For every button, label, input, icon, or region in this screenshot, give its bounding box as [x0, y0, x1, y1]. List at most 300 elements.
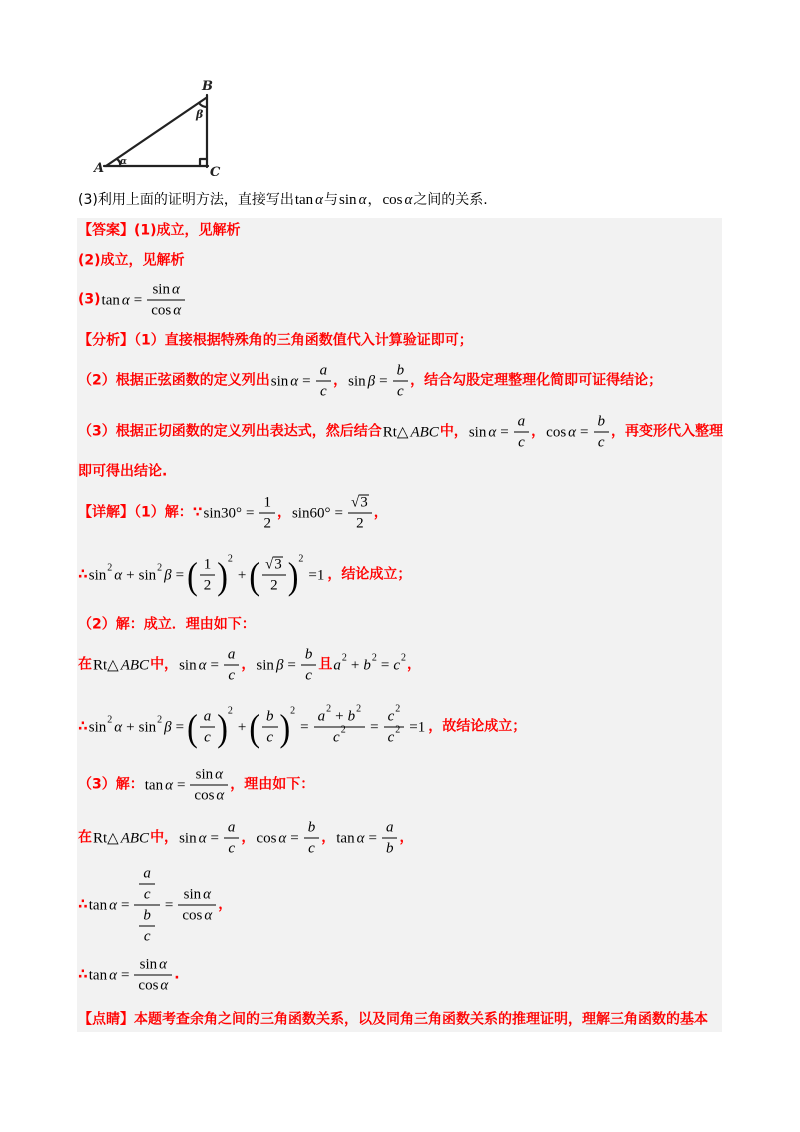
fraction-numerator	[262, 708, 278, 728]
side-ab	[106, 98, 206, 166]
fraction-numerator	[134, 956, 172, 976]
fraction-numerator	[384, 703, 405, 728]
math-text: =	[500, 424, 509, 440]
vertex-label-c: C	[210, 165, 221, 180]
math-text: cos	[151, 302, 172, 319]
math-variable: ABC	[120, 830, 150, 846]
math-variable: β	[164, 719, 172, 735]
math-variable: α	[356, 830, 365, 846]
math-variable: α	[315, 192, 324, 208]
analysis-line-3	[78, 413, 723, 452]
math-variable: β	[164, 567, 172, 583]
math-fraction	[384, 703, 405, 747]
math-text: sin60°	[291, 505, 331, 521]
math-variable: a	[317, 708, 326, 725]
math-variable: a	[319, 362, 328, 379]
right-paren: )	[217, 705, 228, 749]
math-variable: b	[266, 708, 274, 725]
fraction-numerator	[382, 819, 398, 839]
fraction-numerator	[514, 413, 530, 433]
math-variable: a	[227, 819, 236, 836]
math-fraction	[393, 362, 409, 401]
math-text: sin	[138, 719, 157, 735]
math-variable: c	[228, 840, 235, 857]
fraction-denominator	[301, 666, 317, 685]
answer-text: 【分析】（1）直接根据特殊角的三角函数值代入计算验证即可；	[78, 332, 473, 349]
fraction-numerator	[200, 556, 216, 576]
math-text: =	[580, 424, 589, 440]
detail-line-5	[78, 703, 527, 749]
math-text: cos	[546, 424, 567, 440]
math-text: =	[210, 657, 219, 673]
answer-text: （2）解：成立．理由如下：	[78, 616, 256, 633]
math-variable: α	[121, 292, 130, 308]
math-text: =1	[308, 567, 325, 583]
right-paren: )	[287, 553, 299, 597]
math-text: tan	[336, 830, 355, 846]
answer-text: ∴	[78, 896, 88, 913]
math-variable: b	[143, 907, 151, 924]
math-variable: α	[290, 373, 299, 389]
math-fraction	[134, 956, 172, 995]
math-text: =	[176, 777, 186, 793]
analysis-line-4	[78, 464, 167, 481]
math-text: +	[335, 708, 344, 725]
math-text: =	[246, 505, 255, 521]
math-text: tan	[144, 777, 164, 793]
math-text: =	[120, 897, 130, 913]
fraction-numerator	[262, 556, 286, 576]
answer-text: ，	[399, 829, 414, 846]
math-text: 1	[263, 494, 271, 511]
math-superscript: 2	[227, 705, 233, 716]
math-superscript: 2	[356, 703, 362, 715]
math-fraction	[134, 865, 160, 946]
answer-text: （2）根据正弦函数的定义列出	[78, 372, 270, 389]
math-text: +	[126, 719, 135, 735]
math-variable: α	[114, 719, 123, 735]
math-variable: c	[266, 729, 274, 746]
vertex-label-b: B	[202, 79, 213, 94]
fraction-denominator	[304, 839, 320, 858]
math-superscript: 2	[227, 553, 233, 564]
math-superscript: 2	[107, 714, 113, 725]
fraction-numerator	[190, 766, 228, 786]
right-triangle-figure	[90, 75, 230, 185]
math-variable: c	[143, 928, 151, 945]
math-text: +	[350, 657, 360, 673]
fraction-denominator	[348, 514, 372, 533]
math-text: sin	[195, 766, 214, 783]
detail-line-9	[78, 956, 180, 995]
radical-sign: √	[265, 556, 274, 573]
math-text: cos	[382, 192, 403, 208]
math-text: =	[175, 567, 185, 583]
math-fraction	[314, 703, 365, 747]
math-text: sin	[183, 886, 202, 903]
answer-text: ∴	[78, 718, 88, 735]
math-text: sin	[179, 830, 197, 846]
math-variable: b	[385, 840, 394, 857]
fraction-denominator	[393, 382, 409, 401]
math-text: =	[370, 719, 379, 735]
fraction-denominator	[139, 927, 155, 946]
analysis-line-2	[78, 362, 662, 401]
fraction-numerator	[316, 362, 332, 382]
math-fraction	[178, 886, 216, 925]
fraction-denominator	[134, 906, 160, 946]
fraction-denominator	[134, 976, 172, 995]
answer-text: （3）根据正切函数的定义列出表达式，然后结合	[78, 423, 382, 440]
math-fraction	[224, 819, 240, 858]
fraction-numerator	[594, 413, 610, 433]
math-text: sin	[138, 567, 157, 583]
angle-beta-arc	[199, 103, 207, 107]
answer-text: ，理由如下：	[230, 776, 315, 793]
fraction-numerator	[139, 865, 155, 885]
math-superscript: 2	[298, 553, 304, 564]
answer-text: ，	[373, 504, 388, 521]
math-variable: ABC	[120, 657, 150, 673]
question-text: ，	[367, 191, 382, 208]
detail-line-7	[78, 819, 413, 858]
answer-text: 中，	[439, 423, 468, 440]
math-text: tan	[294, 192, 314, 208]
math-superscript: 2	[401, 652, 406, 663]
math-text: 2	[263, 515, 271, 532]
answer-line-1	[78, 223, 241, 240]
fraction-denominator	[178, 906, 216, 925]
fraction-numerator	[178, 886, 216, 906]
fraction-denominator	[224, 839, 240, 858]
math-variable: α	[404, 192, 413, 208]
math-variable: α	[159, 956, 168, 973]
math-variable: c	[320, 383, 327, 400]
math-variable: a	[517, 413, 526, 430]
math-text: sin	[88, 719, 107, 735]
math-superscript: 2	[340, 724, 346, 736]
math-superscript: 2	[107, 562, 113, 573]
math-fraction	[316, 362, 332, 401]
math-superscript: 2	[371, 652, 377, 663]
fraction-denominator	[200, 576, 216, 595]
answer-line-3	[78, 281, 187, 320]
math-fraction	[200, 556, 216, 595]
math-variable: c	[228, 667, 235, 684]
math-text: =	[379, 373, 388, 389]
left-paren: (	[249, 553, 261, 597]
math-variable: b	[597, 413, 606, 430]
radicand: 3	[274, 556, 282, 573]
answer-text: ，	[241, 829, 256, 846]
math-text: sin	[152, 281, 170, 298]
fraction-numerator	[200, 708, 216, 728]
math-text: sin	[179, 657, 197, 673]
math-text: =	[290, 830, 299, 846]
fraction-denominator	[259, 514, 275, 533]
answer-text: 【详解】（1）解：∵	[78, 504, 203, 521]
math-variable: b	[347, 708, 356, 725]
math-variable: b	[396, 362, 405, 379]
math-text: =1	[409, 719, 426, 735]
math-text: sin30°	[203, 505, 242, 521]
detail-line-6	[78, 766, 314, 805]
math-variable: α	[215, 766, 224, 783]
math-fraction	[200, 708, 216, 747]
angle-label-alpha: α	[120, 157, 127, 167]
fraction-numerator	[224, 819, 240, 839]
math-fraction	[224, 646, 240, 685]
fraction-numerator	[301, 646, 317, 666]
math-text: tan	[101, 292, 120, 308]
math-variable: c	[396, 383, 404, 400]
fraction-denominator	[316, 382, 332, 401]
math-text: 2	[356, 515, 364, 532]
answer-text: 在	[78, 829, 92, 846]
answer-text: 即可得出结论.	[78, 463, 168, 480]
fraction-denominator	[200, 728, 216, 747]
answer-text: 【答案】(1)成立，见解析	[78, 222, 241, 239]
fraction-denominator	[147, 301, 185, 320]
answer-text: 且	[318, 656, 333, 673]
answer-text: .	[174, 966, 180, 983]
math-text: Rt△	[93, 657, 119, 673]
math-text: cos	[194, 787, 215, 804]
math-variable: b	[307, 819, 316, 836]
math-text: sin	[468, 424, 487, 440]
math-superscript: 2	[157, 562, 163, 573]
math-fraction	[262, 556, 286, 595]
fraction-numerator	[348, 494, 372, 514]
math-text: =	[120, 967, 130, 983]
math-superscript: 2	[326, 703, 332, 715]
math-text: 2	[270, 577, 278, 594]
vertex-label-a: A	[94, 161, 105, 176]
fraction-numerator	[314, 703, 365, 728]
fraction-numerator	[393, 362, 409, 382]
math-text: =	[380, 657, 390, 673]
math-text: Rt△	[93, 830, 119, 846]
math-variable: α	[198, 830, 207, 846]
answer-text: 中，	[150, 829, 179, 846]
answer-text: ，	[218, 896, 233, 913]
math-fraction	[147, 281, 185, 320]
math-variable: α	[358, 192, 367, 208]
answer-text: ，结合勾股定理整理化简即可证得结论；	[410, 372, 663, 389]
answer-text: 在	[78, 656, 92, 673]
radical-sign: √	[350, 494, 360, 511]
math-fraction	[139, 907, 155, 946]
math-text: =	[287, 657, 296, 673]
answer-line-2	[78, 253, 185, 270]
right-paren: )	[279, 705, 291, 749]
question-part-3	[78, 191, 488, 209]
math-variable: α	[165, 777, 173, 793]
math-variable: α	[198, 657, 207, 673]
math-variable: c	[143, 886, 151, 903]
math-variable: c	[204, 729, 211, 746]
left-paren: (	[187, 553, 198, 597]
fraction-numerator	[259, 494, 275, 514]
math-variable: c	[305, 667, 312, 684]
math-fraction	[514, 413, 530, 452]
fraction-numerator	[304, 819, 320, 839]
math-variable: α	[488, 424, 497, 440]
math-text: cos	[138, 977, 159, 994]
fraction-denominator	[594, 433, 610, 452]
math-fraction	[304, 819, 320, 858]
math-superscript: 2	[395, 703, 401, 715]
math-variable: α	[114, 567, 123, 583]
math-variable: a	[143, 865, 151, 882]
math-variable: α	[216, 787, 225, 804]
math-variable: a	[385, 819, 394, 836]
math-variable: a	[333, 657, 341, 673]
right-paren: )	[217, 553, 228, 597]
math-text: =	[300, 719, 309, 735]
answer-text: 中，	[150, 656, 179, 673]
math-superscript: 2	[290, 705, 296, 716]
comment-line-1	[78, 1012, 708, 1029]
math-variable: α	[204, 907, 213, 924]
math-text: =	[164, 897, 174, 913]
fraction-denominator	[262, 576, 286, 595]
answer-text: (3)	[78, 291, 101, 308]
math-fraction	[190, 766, 228, 805]
math-text: =	[175, 719, 185, 735]
answer-text: ，结论成立；	[327, 566, 412, 583]
math-fraction	[382, 819, 398, 858]
math-variable: c	[333, 729, 340, 746]
math-text: +	[126, 567, 135, 583]
math-superscript: 2	[157, 714, 163, 725]
fraction-denominator	[262, 728, 278, 747]
math-text: cos	[256, 830, 277, 846]
math-fraction	[594, 413, 610, 452]
math-variable: b	[304, 646, 313, 663]
math-text: =	[368, 830, 377, 846]
math-variable: c	[387, 708, 395, 725]
math-variable: β	[367, 373, 376, 389]
math-text: =	[210, 830, 219, 846]
math-text: =	[133, 292, 143, 308]
math-text: cos	[182, 907, 203, 924]
math-superscript: 2	[395, 724, 401, 736]
fraction-denominator	[224, 666, 240, 685]
math-variable: α	[568, 424, 577, 440]
math-text: sin	[256, 657, 274, 673]
math-text: 1	[203, 556, 212, 573]
detail-line-8	[78, 865, 232, 946]
math-variable: c	[387, 729, 395, 746]
left-paren: (	[249, 705, 261, 749]
detail-line-3	[78, 617, 256, 634]
math-variable: ABC	[410, 424, 439, 440]
math-variable: α	[203, 886, 212, 903]
math-variable: α	[278, 830, 287, 846]
math-text: +	[237, 719, 247, 735]
math-text: =	[302, 373, 311, 389]
math-variable: b	[363, 657, 371, 673]
math-text: +	[237, 567, 247, 583]
answer-text: (2)成立，见解析	[78, 252, 185, 269]
math-variable: α	[160, 977, 169, 994]
fraction-denominator	[382, 839, 398, 858]
math-variable: c	[393, 657, 400, 673]
math-text: tan	[88, 967, 108, 983]
answer-text: ，故结论成立；	[428, 718, 527, 735]
math-text: 2	[203, 577, 212, 594]
fraction-denominator	[139, 885, 155, 904]
answer-text: （3）解：	[78, 776, 144, 793]
fraction-denominator	[190, 786, 228, 805]
answer-text: ，	[321, 829, 336, 846]
math-variable: c	[597, 434, 605, 451]
math-variable: α	[171, 281, 180, 298]
math-variable: c	[308, 840, 315, 857]
radicand: 3	[360, 494, 368, 511]
analysis-line-1	[78, 333, 473, 350]
math-text: Rt△	[382, 424, 409, 440]
math-text: sin	[270, 373, 289, 389]
math-fraction	[262, 708, 278, 747]
question-text: (3)利用上面的证明方法，直接写出	[78, 191, 294, 208]
angle-label-beta: β	[196, 108, 204, 121]
question-text: 与	[324, 191, 339, 208]
math-variable: α	[109, 897, 117, 913]
math-text: sin	[339, 192, 357, 208]
math-text: sin	[348, 373, 366, 389]
fraction-denominator	[514, 433, 530, 452]
answer-text: ，	[276, 504, 291, 521]
question-text: 之间的关系.	[413, 191, 488, 208]
answer-text: ，再变形代入整理	[611, 423, 724, 440]
math-fraction	[139, 865, 155, 904]
answer-text: ，	[241, 656, 256, 673]
answer-text: ∴	[78, 566, 88, 583]
math-text: sin	[139, 956, 158, 973]
fraction-denominator	[384, 724, 405, 747]
fraction-numerator	[139, 907, 155, 927]
math-variable: α	[173, 302, 182, 319]
answer-text: ，	[407, 656, 421, 673]
detail-line-1	[78, 494, 388, 533]
math-text: sin	[88, 567, 107, 583]
math-text: tan	[88, 897, 108, 913]
answer-text: ∴	[78, 966, 88, 983]
math-fraction	[259, 494, 275, 533]
math-variable: β	[275, 657, 284, 673]
answer-text: ，	[333, 372, 348, 389]
math-text: =	[334, 505, 343, 521]
fraction-numerator	[224, 646, 240, 666]
math-fraction	[301, 646, 317, 685]
fraction-denominator	[314, 724, 365, 747]
math-variable: a	[227, 646, 236, 663]
math-fraction	[348, 494, 372, 533]
answer-text: ，	[531, 423, 546, 440]
left-paren: (	[187, 705, 198, 749]
fraction-numerator	[147, 281, 185, 301]
math-variable: c	[518, 434, 525, 451]
math-superscript: 2	[341, 652, 347, 663]
math-variable: α	[109, 967, 117, 983]
detail-line-2	[78, 553, 412, 597]
detail-line-4	[78, 646, 421, 685]
fraction-numerator	[134, 865, 160, 906]
answer-text: 【点睛】本题考查余角之间的三角函数关系，以及同角三角函数关系的推理证明，理解三角函数的基本	[78, 1011, 708, 1028]
math-variable: a	[203, 708, 212, 725]
